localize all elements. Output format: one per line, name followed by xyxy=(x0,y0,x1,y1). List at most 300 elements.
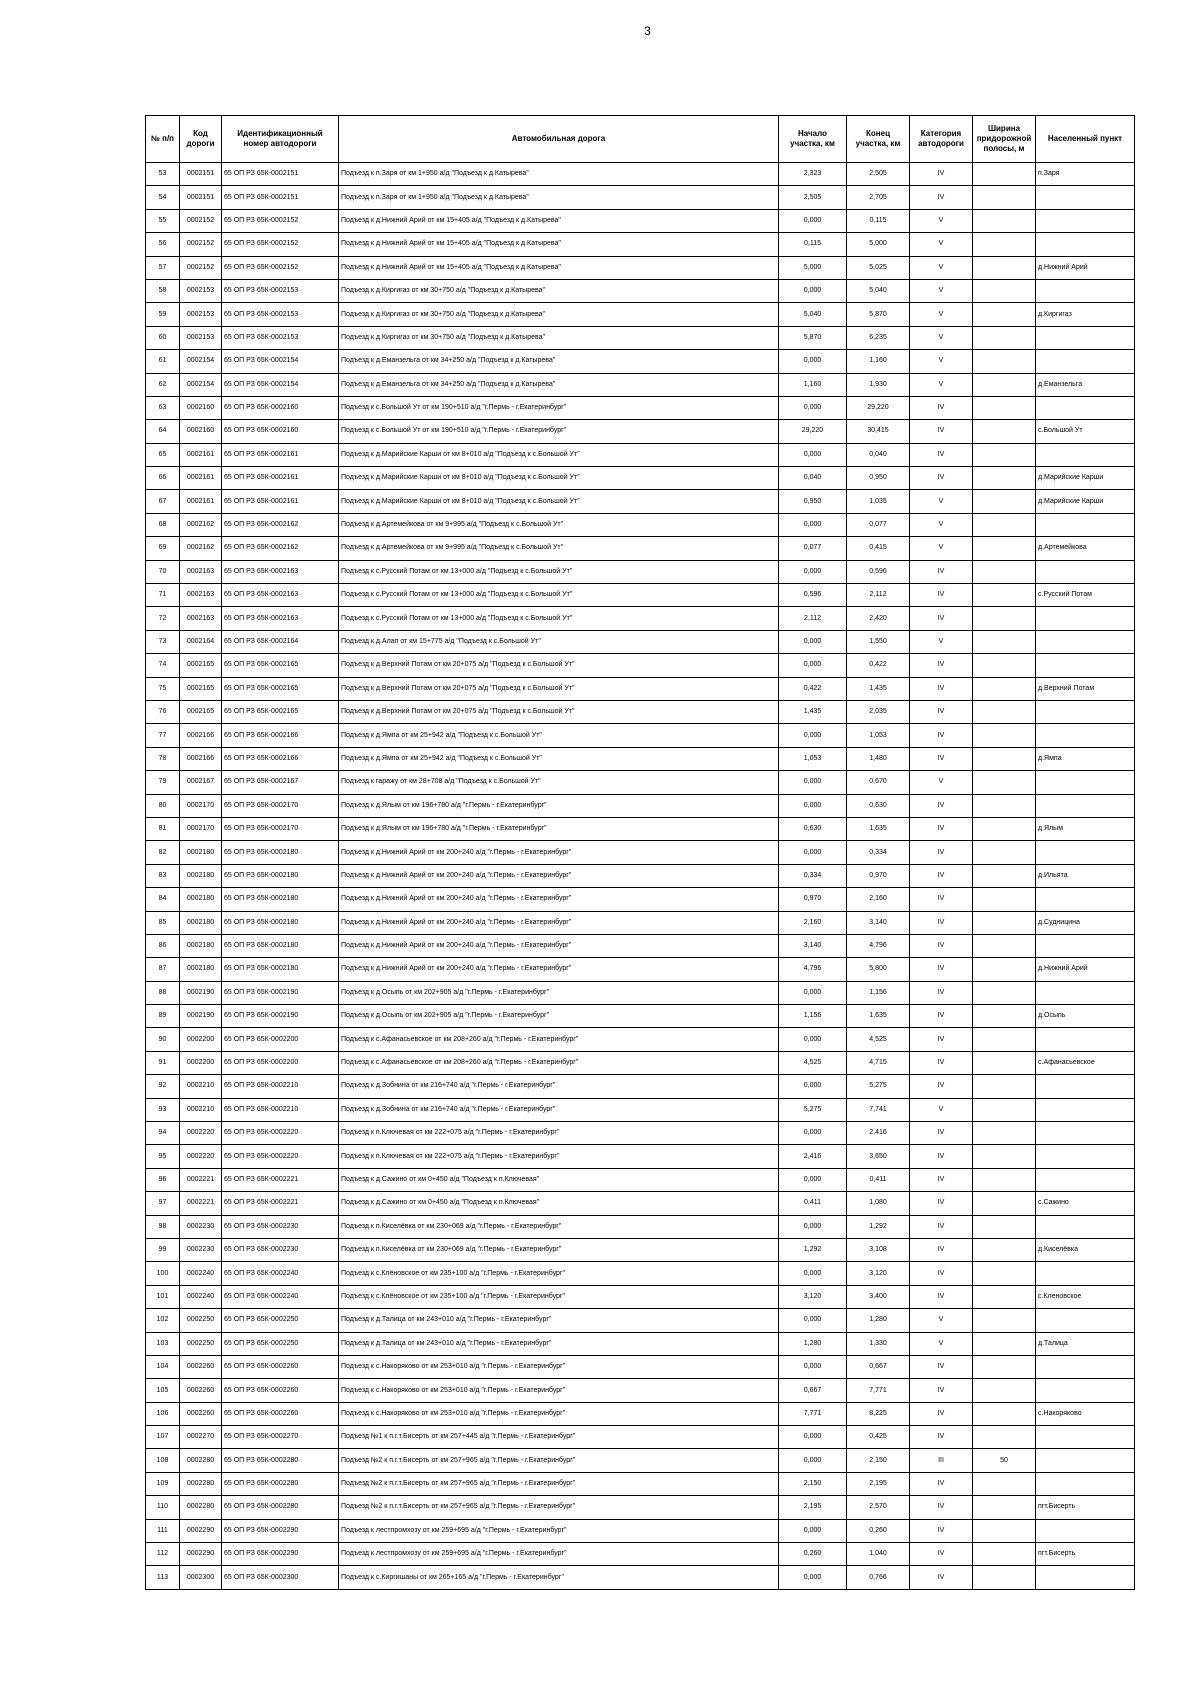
table-row xyxy=(146,1098,1135,1121)
cell-road-id: 65 ОП РЗ 65К-0002165 xyxy=(222,654,339,677)
cell-road-code: 0002154 xyxy=(180,373,222,396)
cell-roadside-width xyxy=(973,1543,1036,1566)
roads-table xyxy=(145,115,1135,1590)
cell-settlement xyxy=(1036,1519,1135,1542)
cell-roadside-width xyxy=(973,513,1036,536)
cell-settlement: д.Киселёвка xyxy=(1036,1238,1135,1261)
cell-row-number: 81 xyxy=(146,817,180,840)
cell-end-km: 1,053 xyxy=(847,724,910,747)
cell-roadside-width xyxy=(973,1215,1036,1238)
cell-category: IV xyxy=(910,1215,973,1238)
cell-roadside-width: 50 xyxy=(973,1449,1036,1472)
cell-settlement: д.Талица xyxy=(1036,1332,1135,1355)
cell-end-km: 2,150 xyxy=(847,1449,910,1472)
table-row xyxy=(146,958,1135,981)
cell-category: IV xyxy=(910,1472,973,1495)
table-row xyxy=(146,584,1135,607)
cell-roadside-width xyxy=(973,1051,1036,1074)
table-row xyxy=(146,443,1135,466)
cell-end-km: 0,766 xyxy=(847,1566,910,1589)
cell-row-number: 78 xyxy=(146,747,180,770)
cell-settlement: пгт.Бисерть xyxy=(1036,1543,1135,1566)
cell-row-number: 104 xyxy=(146,1355,180,1378)
cell-row-number: 112 xyxy=(146,1543,180,1566)
cell-row-number: 94 xyxy=(146,1122,180,1145)
cell-row-number: 93 xyxy=(146,1098,180,1121)
cell-roadside-width xyxy=(973,888,1036,911)
cell-row-number: 64 xyxy=(146,420,180,443)
cell-settlement xyxy=(1036,1145,1135,1168)
cell-settlement xyxy=(1036,841,1135,864)
cell-road-code: 0002180 xyxy=(180,841,222,864)
cell-roadside-width xyxy=(973,677,1036,700)
cell-road-code: 0002230 xyxy=(180,1215,222,1238)
cell-end-km: 2,112 xyxy=(847,584,910,607)
cell-start-km: 0,040 xyxy=(779,467,847,490)
cell-road-name: Подъезд к д.Нижний Арий от км 200+240 а/д "г.Пермь - г.Екатеринбург" xyxy=(339,934,779,957)
cell-settlement: с.Русский Потам xyxy=(1036,584,1135,607)
cell-settlement xyxy=(1036,1122,1135,1145)
cell-roadside-width xyxy=(973,186,1036,209)
cell-roadside-width xyxy=(973,1566,1036,1589)
cell-road-code: 0002153 xyxy=(180,326,222,349)
cell-start-km: 1,053 xyxy=(779,747,847,770)
cell-road-id: 65 ОП РЗ 65К-0002154 xyxy=(222,373,339,396)
cell-start-km: 5,870 xyxy=(779,326,847,349)
cell-road-code: 0002260 xyxy=(180,1402,222,1425)
cell-settlement xyxy=(1036,607,1135,630)
cell-road-name: Подъезд к д.Сажино от км 0+450 а/д "Подъезд к п.Ключевая" xyxy=(339,1168,779,1191)
cell-road-code: 0002300 xyxy=(180,1566,222,1589)
cell-roadside-width xyxy=(973,1168,1036,1191)
cell-settlement xyxy=(1036,1472,1135,1495)
cell-road-code: 0002190 xyxy=(180,1005,222,1028)
table-row xyxy=(146,771,1135,794)
cell-start-km: 0,000 xyxy=(779,1309,847,1332)
cell-start-km: 0,077 xyxy=(779,537,847,560)
cell-end-km: 1,635 xyxy=(847,1005,910,1028)
cell-category: IV xyxy=(910,677,973,700)
cell-roadside-width xyxy=(973,373,1036,396)
cell-road-name: Подъезд к д.Ямпа от км 25+942 а/д "Подъезд к с.Большой Ут" xyxy=(339,724,779,747)
cell-road-id: 65 ОП РЗ 65К-0002290 xyxy=(222,1519,339,1542)
cell-road-name: Подъезд к с.Большой Ут от км 190+510 а/д "г.Пермь - г.Екатеринбург" xyxy=(339,420,779,443)
table-row xyxy=(146,794,1135,817)
cell-road-name: Подъезд к с.Русский Потам от км 13+000 а/д "Подъезд к с.Большой Ут" xyxy=(339,560,779,583)
cell-settlement xyxy=(1036,654,1135,677)
cell-road-code: 0002162 xyxy=(180,537,222,560)
cell-road-id: 65 ОП РЗ 65К-0002240 xyxy=(222,1262,339,1285)
cell-row-number: 74 xyxy=(146,654,180,677)
table-row xyxy=(146,1309,1135,1332)
table-row xyxy=(146,209,1135,232)
table-row xyxy=(146,1285,1135,1308)
cell-road-code: 0002161 xyxy=(180,443,222,466)
cell-category: IV xyxy=(910,1005,973,1028)
cell-settlement: п.Заря xyxy=(1036,163,1135,186)
cell-road-code: 0002180 xyxy=(180,934,222,957)
cell-road-code: 0002170 xyxy=(180,794,222,817)
cell-road-code: 0002166 xyxy=(180,724,222,747)
cell-road-name: Подъезд к д.Осыпь от км 202+905 а/д "г.Пермь - г.Екатеринбург" xyxy=(339,1005,779,1028)
cell-road-name: Подъезд к д.Нижний Арий от км 200+240 а/д "г.Пермь - г.Екатеринбург" xyxy=(339,911,779,934)
cell-end-km: 4,715 xyxy=(847,1051,910,1074)
table-row xyxy=(146,513,1135,536)
cell-row-number: 90 xyxy=(146,1028,180,1051)
cell-roadside-width xyxy=(973,490,1036,513)
cell-row-number: 70 xyxy=(146,560,180,583)
cell-road-name: Подъезд к д.Зобнина от км 216+740 а/д "г.Пермь - г.Екатеринбург" xyxy=(339,1098,779,1121)
cell-start-km: 29,220 xyxy=(779,420,847,443)
cell-road-id: 65 ОП РЗ 65К-0002165 xyxy=(222,700,339,723)
cell-road-code: 0002280 xyxy=(180,1496,222,1519)
cell-settlement xyxy=(1036,1075,1135,1098)
cell-category: IV xyxy=(910,1566,973,1589)
cell-road-name: Подъезд к д.Нижний Арий от км 200+240 а/д "г.Пермь - г.Екатеринбург" xyxy=(339,841,779,864)
cell-start-km: 1,435 xyxy=(779,700,847,723)
cell-start-km: 0,000 xyxy=(779,1028,847,1051)
cell-start-km: 5,040 xyxy=(779,303,847,326)
cell-category: V xyxy=(910,630,973,653)
table-header-row xyxy=(146,116,1135,163)
cell-road-code: 0002153 xyxy=(180,279,222,302)
cell-settlement xyxy=(1036,1262,1135,1285)
cell-settlement xyxy=(1036,1215,1135,1238)
cell-category: V xyxy=(910,1309,973,1332)
cell-roadside-width xyxy=(973,1355,1036,1378)
cell-road-code: 0002163 xyxy=(180,584,222,607)
cell-road-name: Подъезд к с.Накоряково от км 253+010 а/д "г.Пермь - г.Екатеринбург" xyxy=(339,1379,779,1402)
cell-roadside-width xyxy=(973,654,1036,677)
cell-category: IV xyxy=(910,1122,973,1145)
cell-category: V xyxy=(910,256,973,279)
cell-road-name: Подъезд №1 к п.г.т.Бисерть от км 257+445 а/д "г.Пермь - г.Екатеринбург" xyxy=(339,1426,779,1449)
table-row xyxy=(146,630,1135,653)
cell-road-id: 65 ОП РЗ 65К-0002180 xyxy=(222,958,339,981)
cell-road-name: Подъезд №2 к п.г.т.Бисерть от км 257+965 а/д "г.Пермь - г.Екатеринбург" xyxy=(339,1496,779,1519)
cell-roadside-width xyxy=(973,1309,1036,1332)
cell-category: IV xyxy=(910,958,973,981)
cell-road-id: 65 ОП РЗ 65К-0002153 xyxy=(222,279,339,302)
cell-road-name: Подъезд к лестпромхозу от км 259+695 а/д "г.Пермь - г.Екатеринбург" xyxy=(339,1543,779,1566)
cell-category: IV xyxy=(910,1496,973,1519)
cell-row-number: 111 xyxy=(146,1519,180,1542)
cell-row-number: 59 xyxy=(146,303,180,326)
table-row xyxy=(146,490,1135,513)
table-row xyxy=(146,747,1135,770)
cell-start-km: 2,160 xyxy=(779,911,847,934)
cell-category: V xyxy=(910,326,973,349)
cell-road-name: Подъезд к п.Заря от км 1+950 а/д "Подъезд к д.Катырева" xyxy=(339,163,779,186)
cell-start-km: 4,796 xyxy=(779,958,847,981)
cell-start-km: 0,667 xyxy=(779,1379,847,1402)
cell-road-id: 65 ОП РЗ 65К-0002300 xyxy=(222,1566,339,1589)
table-row xyxy=(146,607,1135,630)
cell-road-name: Подъезд к д.Ялым от км 196+780 а/д "г.Пермь - г.Екатеринбург" xyxy=(339,817,779,840)
cell-end-km: 4,796 xyxy=(847,934,910,957)
cell-road-id: 65 ОП РЗ 65К-0002161 xyxy=(222,490,339,513)
cell-end-km: 1,280 xyxy=(847,1309,910,1332)
cell-roadside-width xyxy=(973,1402,1036,1425)
cell-road-name: Подъезд к с.Большой Ут от км 190+510 а/д "г.Пермь - г.Екатеринбург" xyxy=(339,396,779,419)
cell-road-name: Подъезд к д.Артемейкова от км 9+995 а/д "Подъезд к с.Большой Ут" xyxy=(339,537,779,560)
cell-road-name: Подъезд к д.Марийские Карши от км 8+010 а/д "Подъезд к с.Большой Ут" xyxy=(339,443,779,466)
cell-road-id: 65 ОП РЗ 65К-0002230 xyxy=(222,1215,339,1238)
cell-category: V xyxy=(910,279,973,302)
table-row xyxy=(146,1168,1135,1191)
cell-category: IV xyxy=(910,888,973,911)
cell-road-id: 65 ОП РЗ 65К-0002152 xyxy=(222,256,339,279)
cell-settlement: с.Афанасьевское xyxy=(1036,1051,1135,1074)
cell-road-id: 65 ОП РЗ 65К-0002151 xyxy=(222,163,339,186)
cell-row-number: 69 xyxy=(146,537,180,560)
cell-road-id: 65 ОП РЗ 65К-0002260 xyxy=(222,1355,339,1378)
cell-road-name: Подъезд к д.Талица от км 243+010 а/д "г.Пермь - г.Екатеринбург" xyxy=(339,1332,779,1355)
cell-start-km: 2,150 xyxy=(779,1472,847,1495)
cell-road-name: Подъезд к с.Киргишаны от км 265+165 а/д "г.Пермь - г.Екатеринбург" xyxy=(339,1566,779,1589)
cell-settlement xyxy=(1036,794,1135,817)
cell-road-id: 65 ОП РЗ 65К-0002152 xyxy=(222,233,339,256)
cell-start-km: 0,000 xyxy=(779,630,847,653)
cell-road-code: 0002290 xyxy=(180,1519,222,1542)
table-row xyxy=(146,888,1135,911)
cell-start-km: 5,000 xyxy=(779,256,847,279)
cell-road-code: 0002163 xyxy=(180,607,222,630)
cell-start-km: 0,000 xyxy=(779,396,847,419)
cell-road-id: 65 ОП РЗ 65К-0002220 xyxy=(222,1145,339,1168)
cell-settlement: д.Еманзельга xyxy=(1036,373,1135,396)
cell-category: V xyxy=(910,373,973,396)
cell-road-id: 65 ОП РЗ 65К-0002180 xyxy=(222,864,339,887)
cell-end-km: 30,415 xyxy=(847,420,910,443)
cell-start-km: 0,000 xyxy=(779,654,847,677)
cell-road-code: 0002220 xyxy=(180,1145,222,1168)
cell-row-number: 100 xyxy=(146,1262,180,1285)
cell-start-km: 0,260 xyxy=(779,1543,847,1566)
cell-road-code: 0002240 xyxy=(180,1285,222,1308)
cell-end-km: 1,040 xyxy=(847,1543,910,1566)
cell-category: IV xyxy=(910,1355,973,1378)
cell-end-km: 3,108 xyxy=(847,1238,910,1261)
cell-road-id: 65 ОП РЗ 65К-0002163 xyxy=(222,560,339,583)
cell-end-km: 2,505 xyxy=(847,163,910,186)
cell-category: IV xyxy=(910,794,973,817)
cell-roadside-width xyxy=(973,1192,1036,1215)
cell-road-name: Подъезд к п.Киселёвка от км 230+069 а/д "г.Пермь - г.Екатеринбург" xyxy=(339,1238,779,1261)
cell-start-km: 0,000 xyxy=(779,1262,847,1285)
cell-road-name: Подъезд к п.Киселёвка от км 230+069 а/д "г.Пермь - г.Екатеринбург" xyxy=(339,1215,779,1238)
cell-road-name: Подъезд к с.Русский Потам от км 13+000 а/д "Подъезд к с.Большой Ут" xyxy=(339,584,779,607)
cell-end-km: 1,480 xyxy=(847,747,910,770)
cell-road-code: 0002240 xyxy=(180,1262,222,1285)
cell-row-number: 96 xyxy=(146,1168,180,1191)
cell-start-km: 2,323 xyxy=(779,163,847,186)
cell-road-id: 65 ОП РЗ 65К-0002190 xyxy=(222,1005,339,1028)
table-row xyxy=(146,1426,1135,1449)
cell-road-id: 65 ОП РЗ 65К-0002167 xyxy=(222,771,339,794)
cell-roadside-width xyxy=(973,396,1036,419)
cell-row-number: 110 xyxy=(146,1496,180,1519)
cell-settlement xyxy=(1036,1028,1135,1051)
table-row xyxy=(146,1472,1135,1495)
cell-start-km: 0,970 xyxy=(779,888,847,911)
cell-settlement: с.Кленовское xyxy=(1036,1285,1135,1308)
cell-road-code: 0002170 xyxy=(180,817,222,840)
cell-end-km: 0,950 xyxy=(847,467,910,490)
cell-settlement: с.Большой Ут xyxy=(1036,420,1135,443)
cell-road-code: 0002290 xyxy=(180,1543,222,1566)
table-row xyxy=(146,1566,1135,1589)
cell-settlement: с.Сажино xyxy=(1036,1192,1135,1215)
cell-road-id: 65 ОП РЗ 65К-0002164 xyxy=(222,630,339,653)
header-settlement: Населенный пункт xyxy=(1036,116,1135,163)
cell-start-km: 0,950 xyxy=(779,490,847,513)
cell-road-code: 0002167 xyxy=(180,771,222,794)
cell-road-id: 65 ОП РЗ 65К-0002161 xyxy=(222,443,339,466)
cell-category: IV xyxy=(910,864,973,887)
cell-roadside-width xyxy=(973,279,1036,302)
table-row xyxy=(146,1028,1135,1051)
cell-road-code: 0002165 xyxy=(180,700,222,723)
cell-end-km: 2,570 xyxy=(847,1496,910,1519)
cell-category: IV xyxy=(910,911,973,934)
cell-category: IV xyxy=(910,1028,973,1051)
table-row xyxy=(146,817,1135,840)
cell-start-km: 0,000 xyxy=(779,794,847,817)
cell-end-km: 0,260 xyxy=(847,1519,910,1542)
cell-category: IV xyxy=(910,1238,973,1261)
table-row xyxy=(146,1519,1135,1542)
cell-road-name: Подъезд к д.Сажино от км 0+450 а/д "Подъезд к п.Ключевая" xyxy=(339,1192,779,1215)
cell-category: IV xyxy=(910,1168,973,1191)
cell-row-number: 113 xyxy=(146,1566,180,1589)
cell-road-id: 65 ОП РЗ 65К-0002200 xyxy=(222,1028,339,1051)
cell-row-number: 102 xyxy=(146,1309,180,1332)
cell-road-id: 65 ОП РЗ 65К-0002166 xyxy=(222,724,339,747)
cell-road-id: 65 ОП РЗ 65К-0002170 xyxy=(222,817,339,840)
cell-road-id: 65 ОП РЗ 65К-0002180 xyxy=(222,934,339,957)
cell-category: IV xyxy=(910,747,973,770)
cell-road-code: 0002151 xyxy=(180,186,222,209)
cell-category: IV xyxy=(910,817,973,840)
cell-roadside-width xyxy=(973,256,1036,279)
cell-start-km: 3,120 xyxy=(779,1285,847,1308)
cell-start-km: 5,275 xyxy=(779,1098,847,1121)
cell-road-name: Подъезд к д.Ялым от км 196+780 а/д "г.Пермь - г.Екатеринбург" xyxy=(339,794,779,817)
cell-roadside-width xyxy=(973,794,1036,817)
table-row xyxy=(146,1496,1135,1519)
cell-roadside-width xyxy=(973,771,1036,794)
cell-road-name: Подъезд к д.Нижний Арий от км 200+240 а/д "г.Пермь - г.Екатеринбург" xyxy=(339,958,779,981)
cell-settlement: д.Нижний Арий xyxy=(1036,256,1135,279)
cell-settlement: пгт.Бисерть xyxy=(1036,1496,1135,1519)
cell-row-number: 83 xyxy=(146,864,180,887)
cell-start-km: 0,000 xyxy=(779,1075,847,1098)
cell-row-number: 107 xyxy=(146,1426,180,1449)
cell-road-id: 65 ОП РЗ 65К-0002163 xyxy=(222,584,339,607)
cell-category: IV xyxy=(910,981,973,1004)
cell-road-id: 65 ОП РЗ 65К-0002161 xyxy=(222,467,339,490)
cell-road-code: 0002160 xyxy=(180,396,222,419)
table-row xyxy=(146,724,1135,747)
cell-category: V xyxy=(910,490,973,513)
cell-settlement xyxy=(1036,981,1135,1004)
cell-roadside-width xyxy=(973,724,1036,747)
cell-category: IV xyxy=(910,443,973,466)
cell-settlement xyxy=(1036,1098,1135,1121)
cell-start-km: 0,411 xyxy=(779,1192,847,1215)
cell-road-id: 65 ОП РЗ 65К-0002153 xyxy=(222,326,339,349)
table-row xyxy=(146,841,1135,864)
cell-road-name: Подъезд к с.Русский Потам от км 13+000 а/д "Подъезд к с.Большой Ут" xyxy=(339,607,779,630)
cell-start-km: 0,000 xyxy=(779,1426,847,1449)
cell-settlement xyxy=(1036,1566,1135,1589)
table-row xyxy=(146,1379,1135,1402)
cell-road-code: 0002154 xyxy=(180,350,222,373)
cell-roadside-width xyxy=(973,981,1036,1004)
cell-road-id: 65 ОП РЗ 65К-0002270 xyxy=(222,1426,339,1449)
cell-settlement xyxy=(1036,1449,1135,1472)
cell-category: IV xyxy=(910,1262,973,1285)
cell-row-number: 79 xyxy=(146,771,180,794)
cell-category: IV xyxy=(910,584,973,607)
cell-roadside-width xyxy=(973,1122,1036,1145)
cell-road-name: Подъезд к д.Талица от км 243+010 а/д "г.Пермь - г.Екатеринбург" xyxy=(339,1309,779,1332)
cell-road-id: 65 ОП РЗ 65К-0002152 xyxy=(222,209,339,232)
cell-road-code: 0002210 xyxy=(180,1075,222,1098)
cell-row-number: 108 xyxy=(146,1449,180,1472)
cell-settlement xyxy=(1036,630,1135,653)
cell-row-number: 91 xyxy=(146,1051,180,1074)
cell-end-km: 5,275 xyxy=(847,1075,910,1098)
cell-road-code: 0002221 xyxy=(180,1192,222,1215)
cell-category: V xyxy=(910,771,973,794)
cell-road-id: 65 ОП РЗ 65К-0002153 xyxy=(222,303,339,326)
cell-road-id: 65 ОП РЗ 65К-0002180 xyxy=(222,841,339,864)
cell-start-km: 0,630 xyxy=(779,817,847,840)
cell-category: IV xyxy=(910,1543,973,1566)
cell-end-km: 2,705 xyxy=(847,186,910,209)
cell-row-number: 56 xyxy=(146,233,180,256)
cell-start-km: 0,596 xyxy=(779,584,847,607)
cell-roadside-width xyxy=(973,1075,1036,1098)
cell-road-id: 65 ОП РЗ 65К-0002221 xyxy=(222,1192,339,1215)
cell-end-km: 1,156 xyxy=(847,981,910,1004)
cell-roadside-width xyxy=(973,817,1036,840)
table-row xyxy=(146,1262,1135,1285)
cell-start-km: 0,000 xyxy=(779,771,847,794)
cell-row-number: 84 xyxy=(146,888,180,911)
cell-end-km: 0,630 xyxy=(847,794,910,817)
cell-road-id: 65 ОП РЗ 65К-0002290 xyxy=(222,1543,339,1566)
cell-road-code: 0002260 xyxy=(180,1355,222,1378)
cell-start-km: 0,422 xyxy=(779,677,847,700)
table-row xyxy=(146,560,1135,583)
cell-road-name: Подъезд к д.Киргигаз от км 30+750 а/д "Подъезд к д.Катырева" xyxy=(339,326,779,349)
cell-end-km: 0,667 xyxy=(847,1355,910,1378)
cell-settlement: д.Ялым xyxy=(1036,817,1135,840)
cell-settlement xyxy=(1036,443,1135,466)
cell-road-name: Подъезд к д.Алап от км 15+775 а/д "Подъезд к с.Большой Ут" xyxy=(339,630,779,653)
cell-category: IV xyxy=(910,724,973,747)
table-row xyxy=(146,1543,1135,1566)
cell-road-name: Подъезд к д.Верхний Потам от км 20+075 а/д "Подъезд к с.Большой Ут" xyxy=(339,700,779,723)
cell-roadside-width xyxy=(973,1285,1036,1308)
cell-settlement xyxy=(1036,724,1135,747)
table-row xyxy=(146,911,1135,934)
table-row xyxy=(146,1075,1135,1098)
cell-category: IV xyxy=(910,1051,973,1074)
